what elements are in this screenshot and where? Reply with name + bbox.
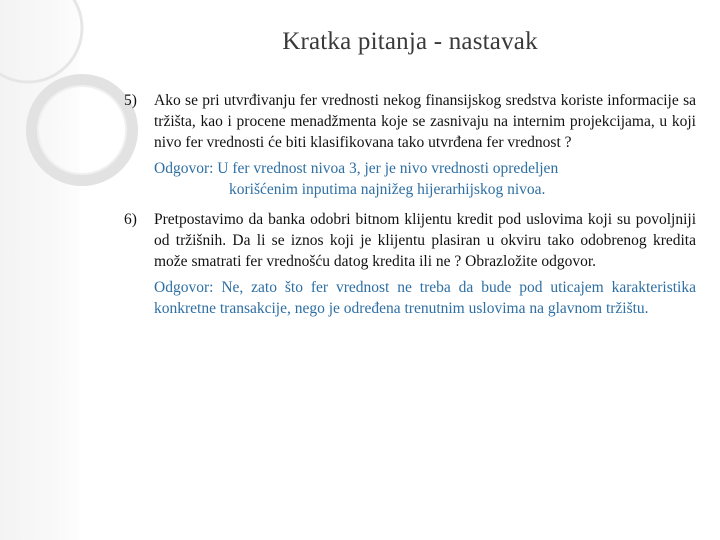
slide-content [124,90,696,319]
answer-line-2: korišćenim inputima najnižeg hijerarhijskog nivoa. [229,181,546,198]
answer-line-1: Odgovor: U fer vrednost nivoa 3, jer je nivo vrednosti opredeljen [154,160,559,177]
answer-5 [154,158,696,200]
question-number: 6) [124,211,137,228]
question-text: Pretpostavimo da banka odobri bitnom klijentu kredit pod uslovima koji su povoljniji od tržišnih. Da li se iznos koji je klijentu plasiran u okviru tako odobrenog kredita može smatrati fer vrednošću datog kredita ili ne ? Obrazložite odgovor. [154,211,696,270]
slide-title: Kratka pitanja - nastavak [282,28,538,55]
question-number: 5) [124,92,137,109]
ring-inner [38,86,126,174]
answer-6: Odgovor: Ne, zato što fer vrednost ne treba da bude pod uticajem karakteristika konkretne transakcije, nego je određena trenutnim uslovima na glavnom tržištu. [154,279,696,317]
ring-large [32,80,132,180]
slide-title-container [200,28,620,56]
question-text: Ako se pri utvrđivanju fer vrednosti nekog finansijskog sredstva koriste informacije sa tržišta, kao i procene menadžmenta koje se zasnivaju na internim projekcijama, u koji nivo fer vrednosti će biti klasifikovana tako utvrđena fer vrednost ? [154,92,696,151]
question-5 [124,90,696,153]
ring-top [0,0,82,82]
question-6 [124,209,696,272]
